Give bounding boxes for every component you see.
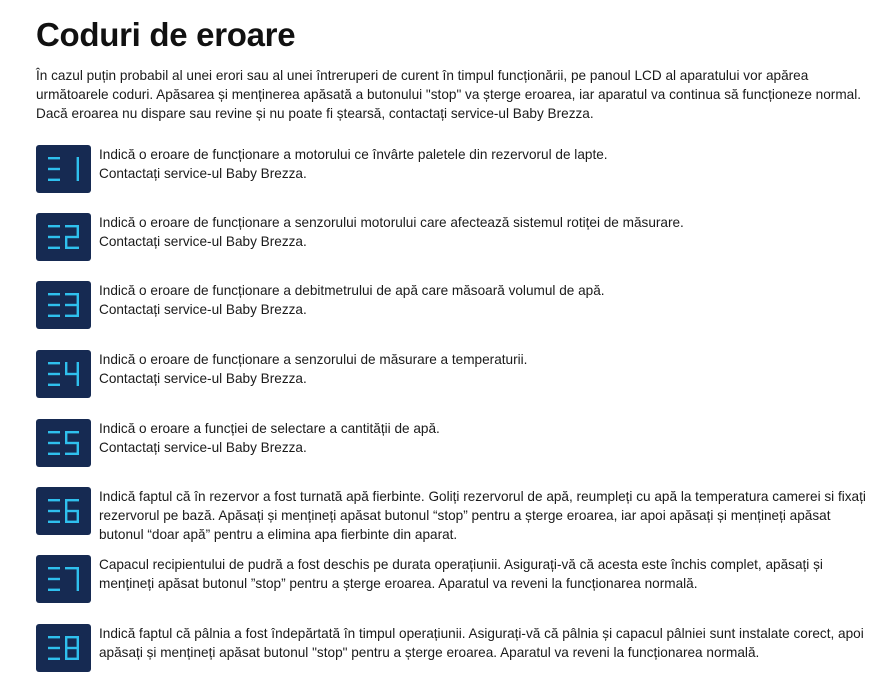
lcd-display (36, 350, 91, 398)
error-description (99, 145, 869, 183)
contact-service-text: Contactați service-ul Baby Brezza. (99, 302, 307, 317)
error-description (99, 419, 869, 457)
lcd-digits-icon (36, 213, 91, 261)
lcd-display (36, 555, 91, 603)
lcd-digits-icon (36, 350, 91, 398)
lcd-display (36, 145, 91, 193)
lcd-digits-icon (36, 555, 91, 603)
lcd-display (36, 213, 91, 261)
error-description (99, 350, 869, 388)
error-description-text: Indică o eroare de funcționare a senzorului motorului care afectează sistemul rotiței de măsurare. (99, 215, 684, 230)
error-description (99, 624, 869, 662)
lcd-digits-icon (36, 419, 91, 467)
error-description (99, 281, 869, 319)
error-description-text: Indică o eroare a funcției de selectare a cantității de apă. (99, 421, 440, 436)
lcd-display (36, 624, 91, 672)
error-description (99, 487, 869, 544)
error-description-text: Indică faptul că în rezervor a fost turnată apă fierbinte. Goliți rezervorul de apă, reumpleți cu apă la temperatura camerei si fixați rezervorul pe bază. Apăsați și mențineți apăsat butonul “stop” pentru a șterge eroarea, iar apoi apăsați și mențineți apăsat butonul “doar apă” pentru a elimina apa fierbinte din aparat. (99, 489, 866, 542)
contact-service-text: Contactați service-ul Baby Brezza. (99, 440, 307, 455)
contact-service-text: Contactați service-ul Baby Brezza. (99, 234, 307, 249)
lcd-digits-icon (36, 487, 91, 535)
lcd-digits-icon (36, 281, 91, 329)
contact-service-text: Contactați service-ul Baby Brezza. (99, 166, 307, 181)
lcd-digits-icon (36, 624, 91, 672)
error-description-text: Indică o eroare de funcționare a motorului ce învârte paletele din rezervorul de lapte. (99, 147, 608, 162)
lcd-digits-icon (36, 145, 91, 193)
contact-service-text: Contactați service-ul Baby Brezza. (99, 371, 307, 386)
error-description (99, 555, 869, 593)
error-description-text: Indică o eroare de funcționare a debitmetrului de apă care măsoară volumul de apă. (99, 283, 605, 298)
error-description-text: Indică o eroare de funcționare a senzorului de măsurare a temperaturii. (99, 352, 528, 367)
error-description-text: Indică faptul că pâlnia a fost îndepărtată în timpul operațiunii. Asigurați-vă că pâlnia și capacul pâlniei sunt instalate corect, apoi apăsați și mențineți apăsat butonul "stop" pentru a șterge eroarea. Aparatul va reveni la funcționarea normală. (99, 626, 864, 660)
error-description-text: Capacul recipientului de pudră a fost deschis pe durata operațiunii. Asigurați-vă că acesta este închis complet, apăsați și mențineți apăsat butonul ”stop” pentru a șterge eroarea. Aparatul va reveni la funcționarea normală. (99, 557, 823, 591)
error-description (99, 213, 869, 251)
lcd-display (36, 487, 91, 535)
lcd-display (36, 281, 91, 329)
intro-paragraph: În cazul puțin probabil al unei erori sau al unei întreruperi de curent în timpul funcționării, pe panoul LCD al aparatului vor apărea următoarele coduri. Apăsarea și menținerea apăsată a butonului "stop" va șterge eroarea, iar aparatul va continua să funcționeze normal. Dacă eroarea nu dispare sau revine și nu poate fi ștearsă, contactați service-ul Baby Brezza. (36, 68, 862, 121)
lcd-display (36, 419, 91, 467)
page-title: Coduri de eroare (36, 16, 296, 53)
